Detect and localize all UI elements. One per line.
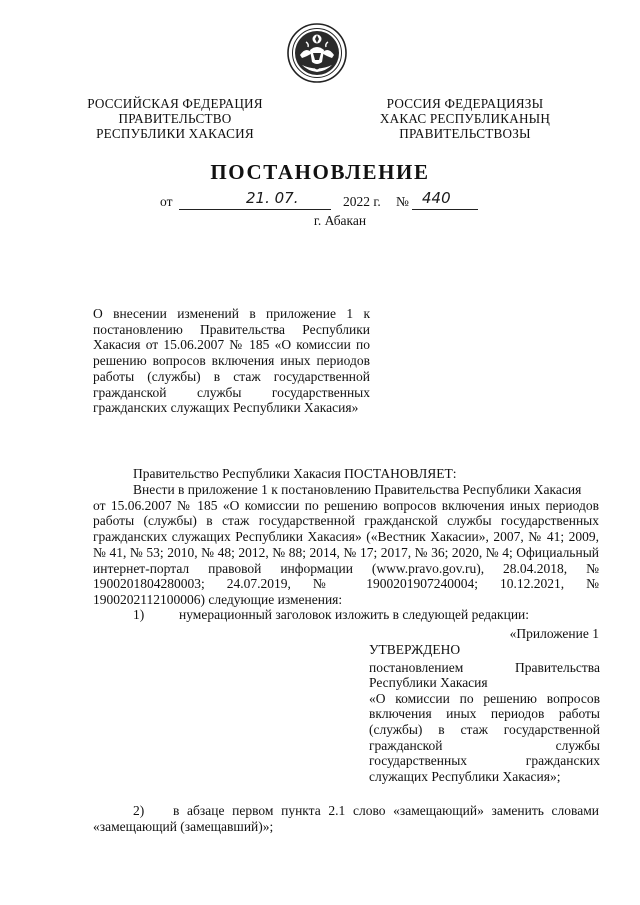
approval-line: гражданской службы	[369, 737, 600, 753]
approval-line: служащих Республики Хакасия»;	[369, 768, 561, 784]
date-underline	[179, 209, 331, 210]
approval-line: Республики Хакасия	[369, 675, 488, 691]
date-handwritten: 21. 07.	[246, 189, 299, 207]
approval-line: постановлением Правительства	[369, 659, 600, 675]
header-right-line: ХАКАС РЕСПУБЛИКАНЫҢ	[379, 111, 551, 127]
appendix-label: «Приложение 1	[509, 626, 599, 641]
subject-text: О внесении изменений в приложение 1 к постановлению Правительства Республики Хакасия от 15.06.2007 № 185 «О комиссии по решению вопросов включения иных периодов работы (службы) в стаж государственной гражданской службы государственных гражданских служащих Республики Хакасия»	[93, 306, 370, 416]
date-number-line	[160, 189, 490, 212]
header-right-line: ПРАВИТЕЛЬСТВОЗЫ	[399, 126, 531, 142]
coat-of-arms-emblem-icon	[286, 22, 348, 84]
paragraph-1-rest: от 15.06.2007 № 185 «О комиссии по решению вопросов включения иных периодов работы (службы) в стаж государственной гражданской службы государственных гражданских служащих Республики Хакасия» («Вестник Хакасии», 2007, № 41; 2009, № 41, № 53; 2010, № 48; 2012, № 88; 2014, № 17; 2017, № 36; 2020, № 4; Официальный интернет-портал правовой информации (www.pravo.gov.ru), 28.04.2018, № 1900201804280003; 24.07.2019, № 1900201907240004; 10.12.2021, № 1900202112100006) следующие изменения:	[93, 497, 599, 607]
item-2	[93, 803, 599, 835]
decree-line: Правительство Республики Хакасия ПОСТАНОВЛЯЕТ:	[133, 466, 457, 481]
header-left-line: ПРАВИТЕЛЬСТВО	[118, 111, 232, 127]
header-right-line: РОССИЯ ФЕДЕРАЦИЯЗЫ	[386, 96, 544, 111]
year-label: 2022 г.	[343, 194, 381, 209]
item-1-text: нумерационный заголовок изложить в следующей редакции:	[179, 607, 530, 622]
header-right-khakas	[350, 96, 580, 142]
date-prefix: от	[160, 194, 173, 209]
number-handwritten: 440	[422, 189, 451, 207]
item-2-number: 2)	[133, 803, 145, 818]
document-title: ПОСТАНОВЛЕНИЕ	[210, 160, 430, 184]
approval-line: включения иных периодов работы	[369, 706, 600, 722]
header-left-line: РОССИЙСКАЯ ФЕДЕРАЦИЯ	[87, 96, 263, 111]
item-2-rest: «замещающий (замещавший)»;	[93, 819, 274, 834]
paragraph-1-first-line: Внести в приложение 1 к постановлению Правительства Республики Хакасия	[133, 482, 582, 497]
item-1-number: 1)	[133, 607, 145, 622]
approval-line: (службы) в стаж государственной	[369, 721, 600, 737]
header-left-russian	[60, 96, 290, 142]
subject-block	[93, 306, 370, 416]
approval-heading: УТВЕРЖДЕНО	[369, 642, 461, 657]
item-2-first-line: в абзаце первом пункта 2.1 слово «замещающий» заменить словами	[173, 803, 599, 818]
paragraph-1	[93, 482, 599, 608]
approval-block	[369, 642, 600, 784]
approval-line: государственных гражданских	[369, 753, 600, 769]
item-1	[133, 607, 603, 623]
header-left-line: РЕСПУБЛИКИ ХАКАСИЯ	[96, 126, 254, 142]
number-underline	[412, 209, 478, 210]
approval-line: «О комиссии по решению вопросов	[369, 690, 600, 706]
number-sign: №	[396, 194, 409, 209]
city-label: г. Абакан	[313, 213, 367, 228]
item-2-first-row	[93, 803, 599, 819]
